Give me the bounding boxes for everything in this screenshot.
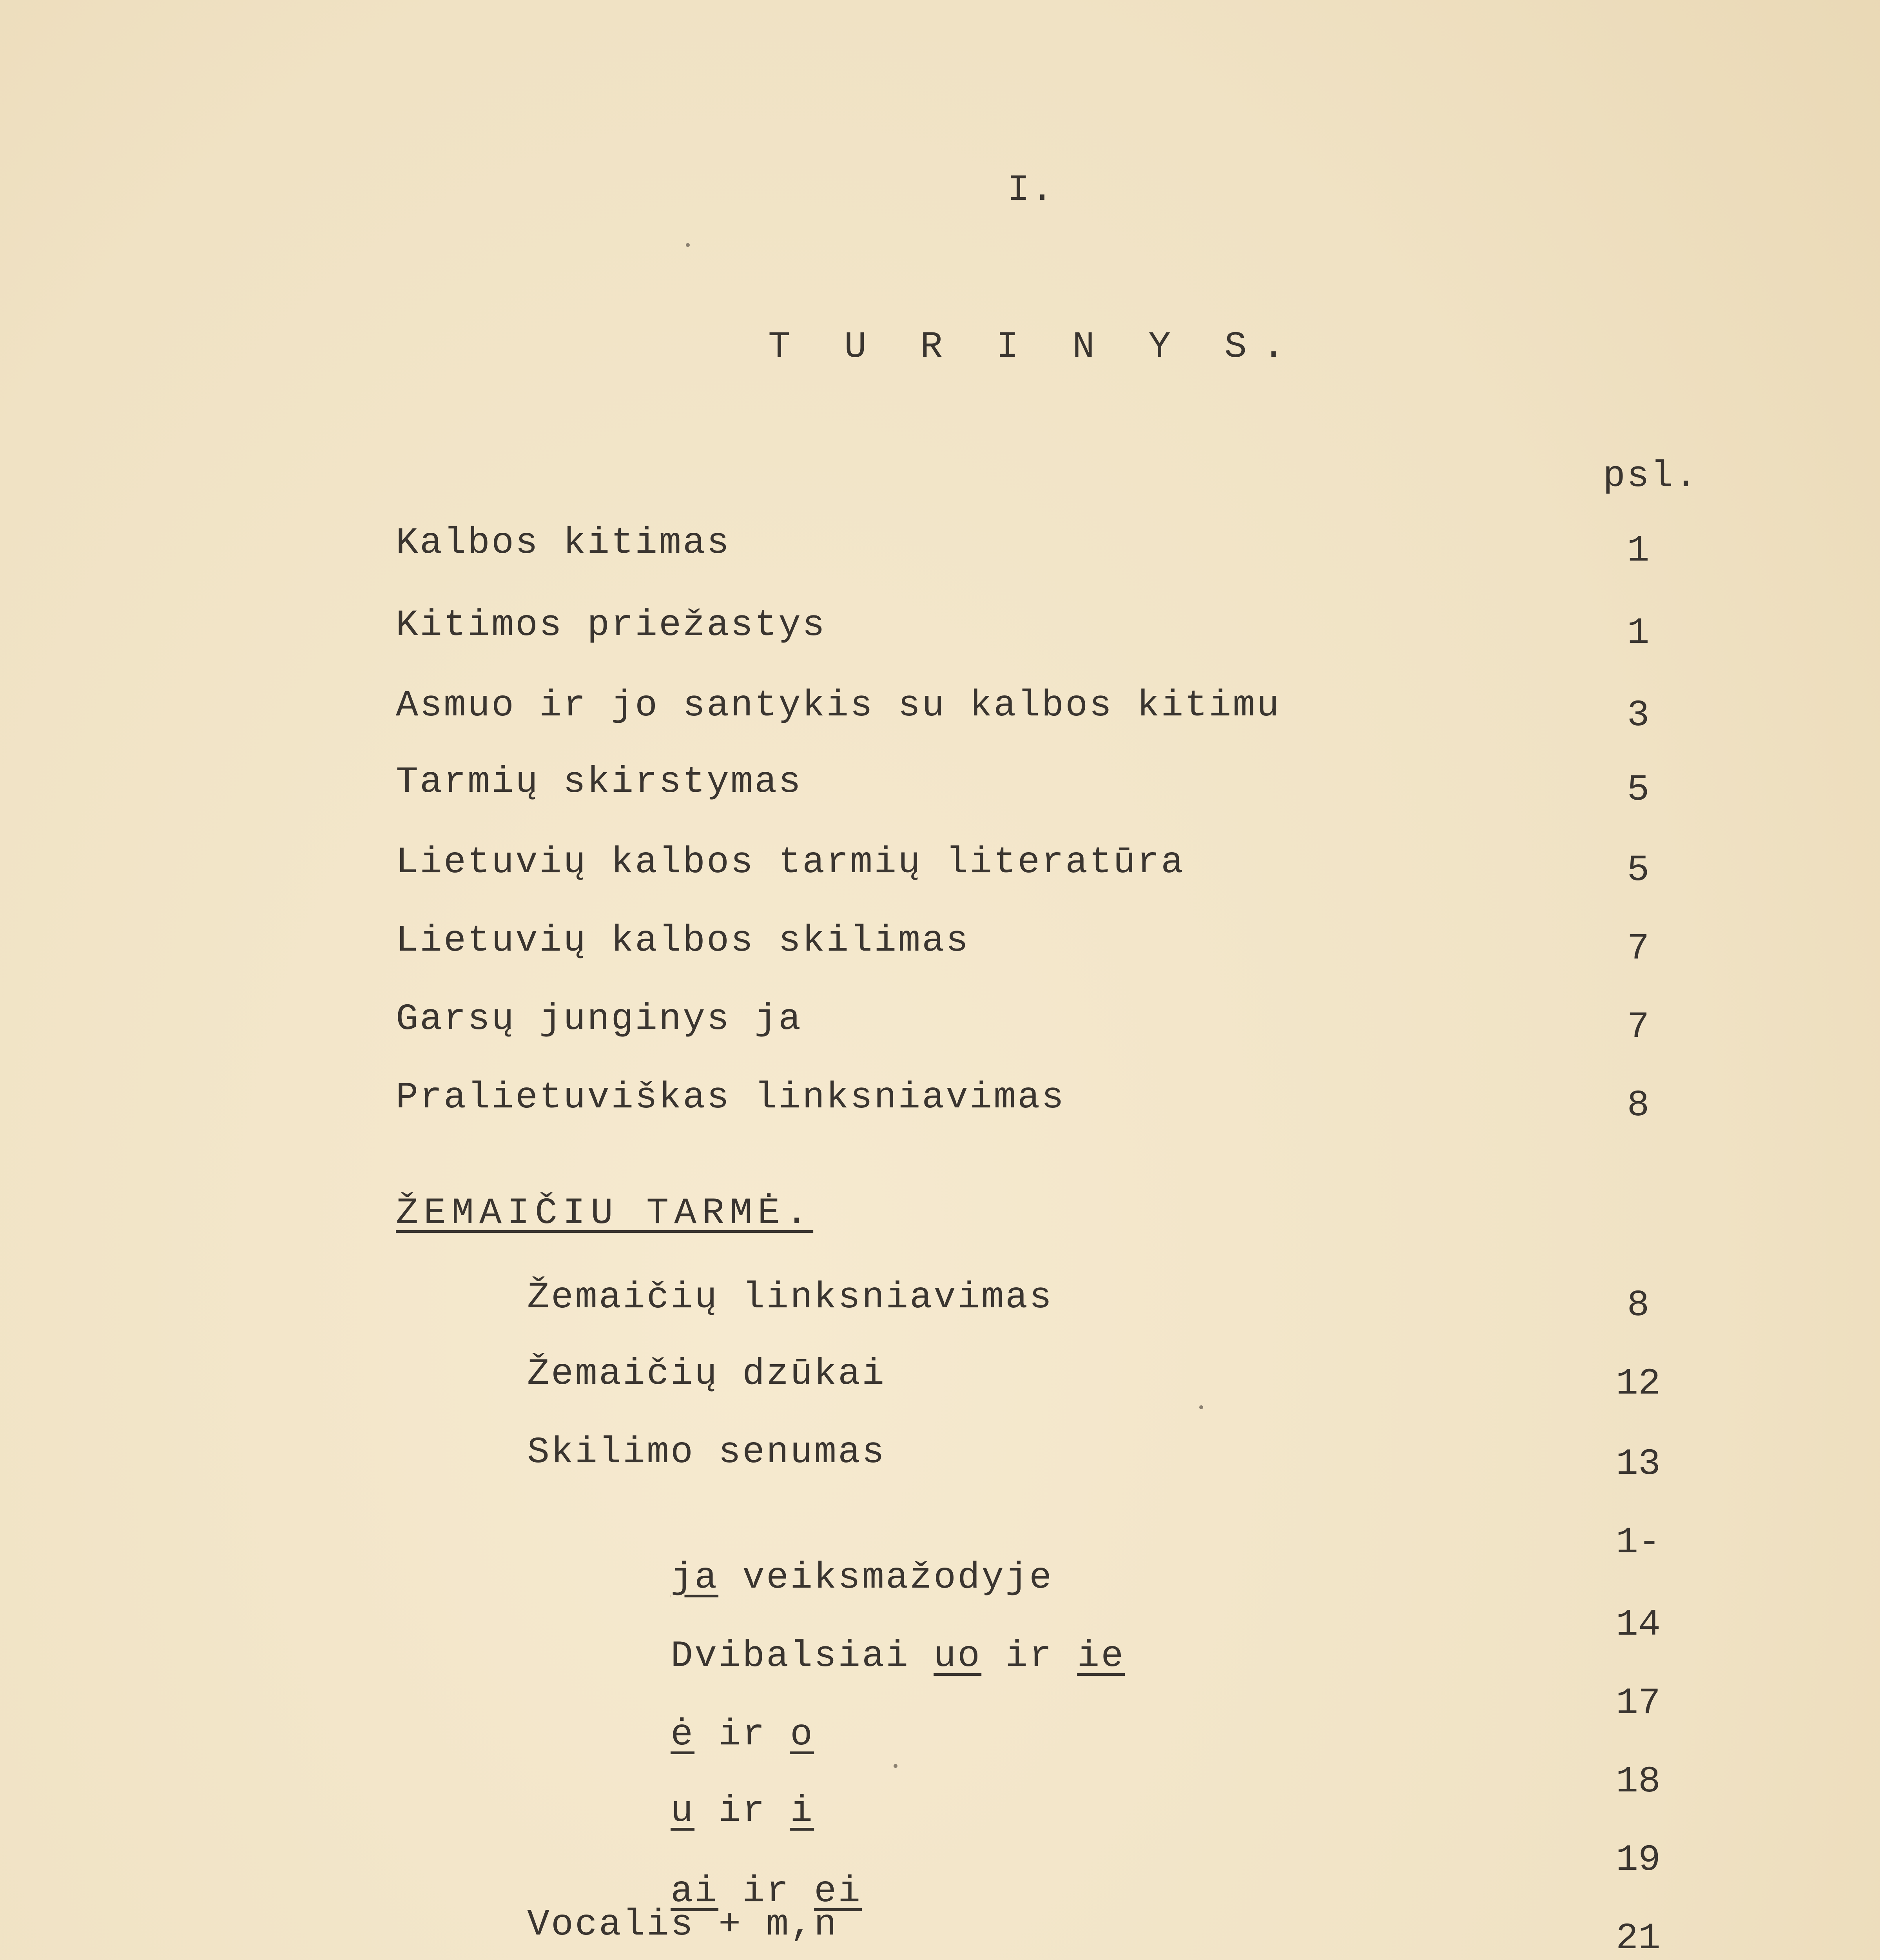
toc-subentry-page: 13 <box>1615 1443 1661 1485</box>
toc-entry: Kitimos priežastys <box>396 604 827 646</box>
subentry-underlined-term: ie <box>1077 1635 1125 1677</box>
toc-subentry-page: 19 <box>1615 1839 1661 1881</box>
paper-speck <box>894 1764 897 1768</box>
toc-entry: Pralietuviškas linksniavimas <box>396 1076 1066 1119</box>
toc-subentry-page: 17 <box>1615 1682 1661 1724</box>
toc-entry: Garsų junginys ja <box>396 998 803 1040</box>
page-column-header: psl. <box>1603 455 1699 497</box>
page-number: I. <box>1007 169 1055 211</box>
paper-speck <box>686 243 690 247</box>
subentry-text: ir <box>981 1635 1077 1677</box>
subentry-underlined-term: ė <box>671 1713 695 1756</box>
subentry-underlined-term: u <box>671 1790 695 1832</box>
subentry-underlined-term: ai <box>671 1870 719 1913</box>
subentry-text: veiksmažodyje <box>718 1557 1053 1599</box>
toc-entry-page: 1 <box>1627 530 1650 572</box>
toc-entry-page: 5 <box>1627 849 1650 891</box>
toc-subentry-page: 14 <box>1615 1604 1661 1646</box>
toc-subentry-page: 8 <box>1627 1284 1650 1327</box>
toc-entry: Tarmių skirstymas <box>396 761 803 803</box>
toc-entry: Asmuo ir jo santykis su kalbos kitimu <box>396 684 1281 727</box>
toc-entry-page: 8 <box>1627 1084 1650 1127</box>
toc-subentry-page: 18 <box>1615 1760 1661 1803</box>
toc-subentry: Žemaičių linksniavimas <box>527 1276 1053 1319</box>
toc-subentry-page: 1- <box>1615 1521 1661 1564</box>
subentry-underlined-term: ei <box>814 1870 862 1913</box>
toc-entry-page: 7 <box>1627 1006 1650 1048</box>
subentry-text: ir <box>694 1713 790 1756</box>
toc-subentry: Vocalis + m,n <box>527 1904 838 1946</box>
toc-entry-page: 3 <box>1627 694 1650 737</box>
toc-entry: Lietuvių kalbos skilimas <box>396 920 970 962</box>
toc-subentry-page: 21 <box>1615 1917 1661 1960</box>
toc-subentry-page: 12 <box>1615 1363 1661 1405</box>
subentry-underlined-term: o <box>790 1713 814 1756</box>
subentry-text: ir <box>694 1790 790 1832</box>
toc-subentry: Skilimo senumas <box>527 1431 886 1474</box>
subentry-text: ir <box>718 1870 814 1913</box>
toc-entry-page: 1 <box>1627 612 1650 654</box>
paper-speck <box>1199 1405 1203 1409</box>
toc-entry-page: 5 <box>1627 769 1650 811</box>
toc-entry-page: 7 <box>1627 927 1650 970</box>
toc-subentry: Žemaičių dzūkai <box>527 1353 886 1395</box>
subentry-underlined-term: i <box>790 1790 814 1832</box>
toc-entry: Kalbos kitimas <box>396 522 731 564</box>
subentry-underlined-term: ja <box>671 1557 719 1599</box>
subentry-underlined-term: uo <box>934 1635 982 1677</box>
subentry-text: Dvibalsiai <box>671 1635 934 1677</box>
toc-entry: Lietuvių kalbos tarmių literatūra <box>396 841 1185 884</box>
document-title: T U R I N Y S. <box>768 326 1301 368</box>
section-heading: ŽEMAIČIU TARMĖ. <box>396 1192 814 1234</box>
